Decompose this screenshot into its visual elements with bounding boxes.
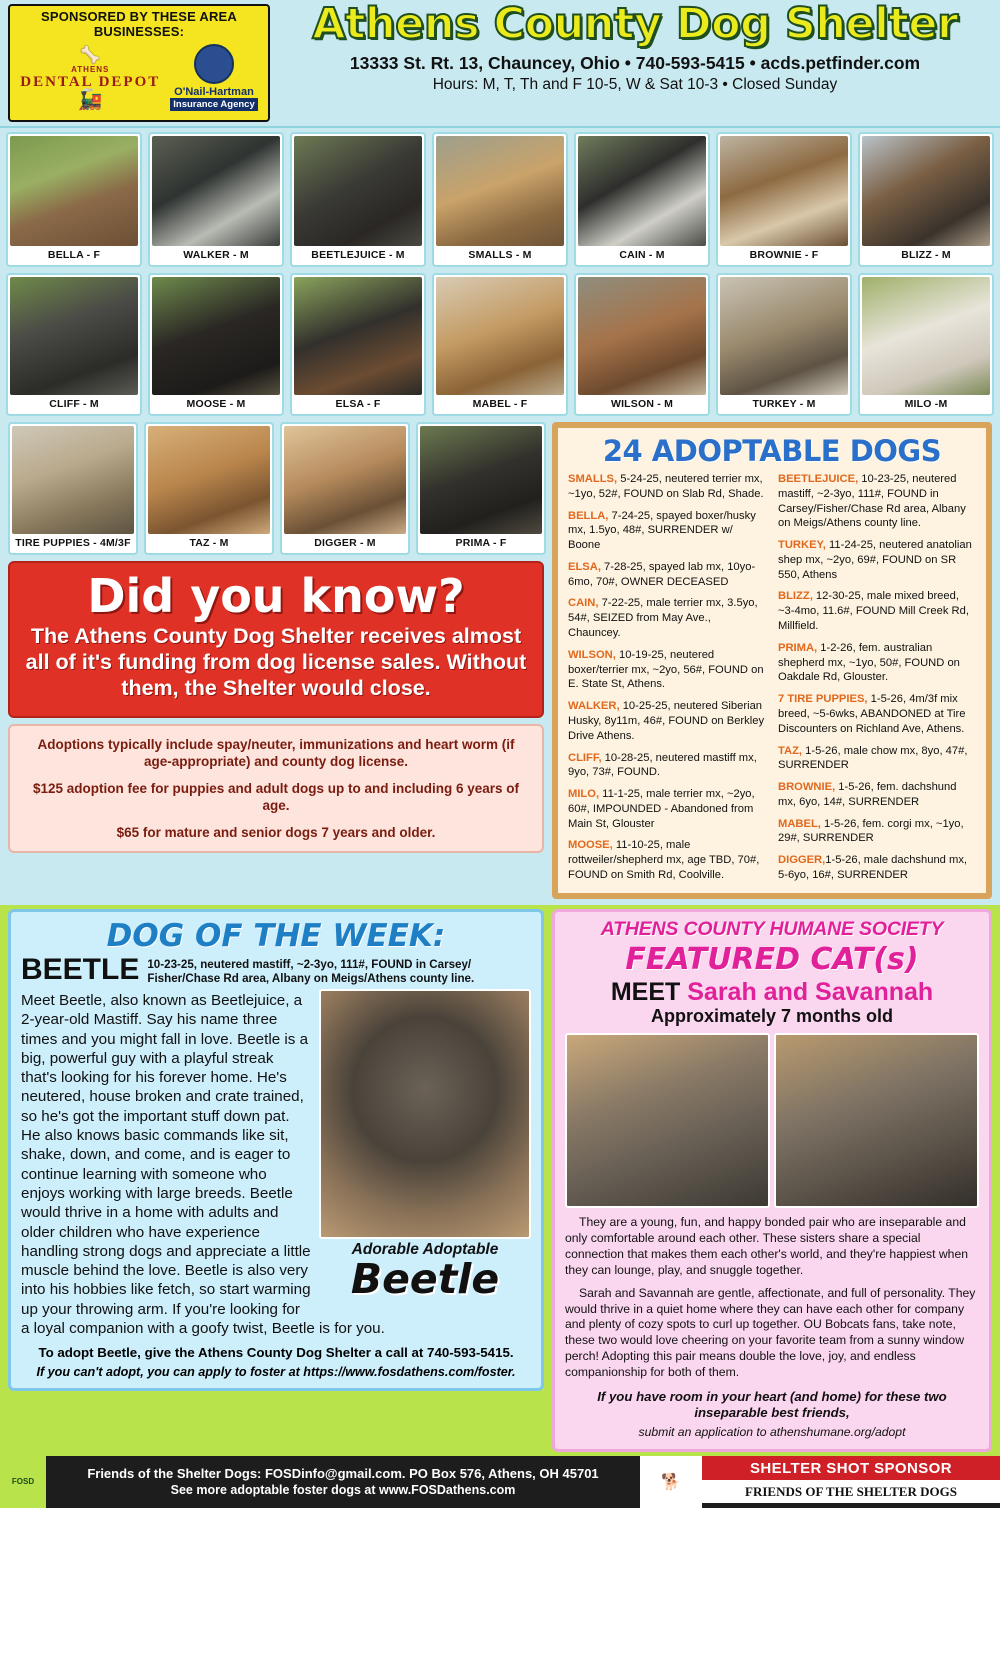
dog-card[interactable] (858, 132, 994, 267)
adoptable-entry (778, 538, 976, 582)
shelter-address: 13333 St. Rt. 13, Chauncey, Ohio • 740-593-5415 • acds.petfinder.com (349, 53, 921, 74)
dog-card[interactable] (148, 273, 284, 416)
did-you-know-box (8, 561, 544, 718)
adoption-fee-box (8, 724, 544, 854)
cats-submit[interactable]: submit an application to athenshumane.org/adopt (638, 1424, 906, 1439)
dog-card[interactable] (716, 132, 852, 267)
adoptable-entry-name: MABEL, (778, 817, 821, 830)
photo-caption-small: Adorable Adoptable (351, 1240, 499, 1258)
adoptable-entry-name: CAIN, (568, 597, 599, 610)
foster-line[interactable]: If you can't adopt, you can apply to foster at https://www.fosdathens.com/foster. (36, 1364, 516, 1379)
cats-paragraph-1: They are a young, fun, and happy bonded pair who are inseparable and only comfortable around each other. These sisters share a special connection that makes them each other's world, and they're happiest when they can lounge, play, and snuggle together. (565, 1215, 969, 1277)
adoptable-entry-detail: 1-5-26, fem. corgi mx, ~1yo, 29#, SURRENDER (778, 817, 964, 845)
dog-of-the-week-panel (8, 909, 544, 1391)
dog-photo (420, 426, 542, 534)
dog-card[interactable] (6, 273, 142, 416)
featured-cats-title: FEATURED CAT(s) (625, 942, 919, 977)
adoptable-column-right (778, 472, 976, 890)
dog-caption: DIGGER - M (314, 537, 376, 549)
adoptable-entry-detail: 1-5-26, fem. dachshund mx, 6yo, 14#, SURRENDER (778, 781, 957, 808)
adoptable-entry (568, 648, 766, 692)
seal-icon (194, 44, 234, 84)
adoptable-entry-detail: 1-5-26, male chow mx, 8yo, 47#, SURRENDER (778, 744, 968, 772)
dog-card[interactable] (6, 132, 142, 267)
adoptable-entry (778, 780, 976, 810)
fosd-logo-text: FOSD (11, 1476, 35, 1486)
dog-of-the-week-photo-wrap (319, 989, 531, 1303)
fee-line-1: Adoptions typically include spay/neuter, immunizations and heart worm (if age-appropriate) and county dog license. (37, 736, 515, 770)
dog-card[interactable] (8, 422, 138, 555)
fee-line-3: $65 for mature and senior dogs 7 years and older. (116, 824, 436, 840)
adoptable-entry (568, 509, 766, 553)
photo-row-3 (8, 422, 544, 555)
sponsor-banner-top: SHELTER SHOT SPONSOR (702, 1456, 1000, 1480)
dog-photo (862, 136, 990, 246)
adoptable-entry-detail: 7-24-25, spayed boxer/husky mx, 1.5yo, 48#, SURRENDER w/ Boone (568, 509, 756, 552)
adoptable-entry (568, 751, 766, 781)
dog-card[interactable] (574, 273, 710, 416)
adoptable-entry-name: MOOSE, (568, 839, 613, 852)
dog-photo (862, 277, 990, 395)
adoptable-entry-detail: 1-5-26, 4m/3f mix breed, ~5-6wks, ABANDONED at Tire Discounters on Richland Ave, Athens. (778, 693, 966, 735)
dog-photo (436, 136, 564, 246)
dog-photo (436, 277, 564, 395)
cats-paragraph-2: Sarah and Savannah are gentle, affectionate, and full of personality. They would thrive in a quiet home where they can have each other for company and plenty of cozy spots to curl up together. OU Bobcats fans, take note, these two would love cheering on your favorite team from a sunny window perch! Adopting this pair means double the love, joy, and endless companionship for both of them. (565, 1285, 976, 1379)
dog-caption: MILO -M (904, 398, 948, 410)
bottom-section (0, 905, 1000, 1456)
dog-card[interactable] (416, 422, 546, 555)
adoptable-entry-name: PRIMA, (778, 641, 818, 654)
dog-of-the-week-footer (21, 1344, 531, 1380)
middle-section (0, 418, 1000, 905)
dog-caption: TIRE PUPPIES - 4M/3F (15, 537, 131, 549)
adoptable-entry-name: SMALLS, (568, 473, 618, 485)
page-footer (0, 1456, 1000, 1508)
dog-caption: SMALLS - M (468, 249, 532, 261)
dog-of-the-week-head (21, 955, 531, 987)
adoptable-entry-name: MILO, (568, 788, 600, 801)
adoptable-entry-detail: 7-22-25, male terrier mx, 3.5yo, 54#, SEIZED from May Ave., Chauncey. (568, 597, 758, 640)
dog-photo (720, 277, 848, 395)
adoptable-dogs-title: 24 ADOPTABLE DOGS (602, 434, 942, 468)
adoptable-entry (568, 560, 766, 590)
did-you-know-body: The Athens County Dog Shelter receives almost all of it's funding from dog license sales. Without them, the Shelter would close. (25, 624, 527, 701)
dog-photo (720, 136, 848, 246)
dental-depot-logo (20, 45, 161, 112)
footer-contact (46, 1456, 640, 1508)
footer-line-2[interactable]: See more adoptable foster dogs at www.FOSDathens.com (170, 1483, 516, 1498)
cat-photo-savannah (774, 1033, 979, 1208)
dog-card[interactable] (280, 422, 410, 555)
adoptable-entry-detail: 5-24-25, neutered terrier mx, ~1yo, 52#, FOUND on Slab Rd, Shade. (568, 473, 764, 500)
adoptable-entry-detail: 10-28-25, neutered mastiff mx, 9yo, 73#, FOUND. (568, 751, 757, 779)
adoptable-entry-name: ELSA, (568, 560, 601, 573)
adoptable-entry (778, 692, 976, 736)
adoptable-entry-detail: 7-28-25, spayed lab mx, 10yo-6mo, 70#, OWNER DECEASED (568, 560, 756, 588)
sponsor-box (8, 4, 270, 122)
dog-card[interactable] (432, 273, 568, 416)
dog-caption: MABEL - F (472, 398, 528, 410)
cats-closing: If you have room in your heart (and home) for these two inseparable best friends, (597, 1388, 947, 1421)
page-title: Athens County Dog Shelter (312, 0, 958, 49)
dog-caption: WALKER - M (183, 249, 249, 261)
adoptable-entry-detail: 11-1-25, male terrier mx, ~2yo, 60#, IMPOUNDED - Abandoned from Main St, Glouster (568, 788, 755, 830)
adoptable-entry (778, 817, 976, 847)
dog-photo (10, 136, 138, 246)
dog-caption: MOOSE - M (186, 398, 246, 410)
adoptable-entry (778, 853, 976, 883)
meet-prefix: MEET (610, 978, 688, 1006)
dog-card[interactable] (432, 132, 568, 267)
adoptable-entry-name: CLIFF, (568, 751, 602, 764)
footer-line-1: Friends of the Shelter Dogs: FOSDinfo@gmail.com. PO Box 576, Athens, OH 45701 (87, 1466, 599, 1482)
dog-of-the-week-photo (319, 989, 531, 1239)
masthead (278, 2, 992, 94)
adoptable-entry-detail: 12-30-25, male mixed breed, ~3-4mo, 11.6#, FOUND Mill Creek Rd, Millfield. (778, 590, 969, 633)
middle-right-column (552, 422, 992, 899)
adoptable-entry-name: 7 TIRE PUPPIES, (778, 693, 868, 706)
featured-cats-panel (552, 909, 992, 1452)
dog-photo (284, 426, 406, 534)
photo-row-1 (6, 132, 994, 267)
adoptable-entry (778, 589, 976, 633)
dog-caption: BROWNIE - F (749, 249, 819, 261)
dental-depot-logo-name: DENTAL DEPOT (20, 74, 161, 91)
cats-age: Approximately 7 months old (650, 1006, 894, 1027)
dog-card[interactable] (290, 132, 426, 267)
cat-photos (565, 1033, 979, 1208)
adoptable-entry (778, 744, 976, 774)
shelter-shot-sponsor (702, 1456, 1000, 1508)
dog-of-the-week-name: BEETLE (21, 953, 140, 986)
adoptable-entry (568, 699, 766, 743)
dog-card[interactable] (290, 273, 426, 416)
adoptable-entry-detail: 11-24-25, neutered anatolian shep mx, ~2yo, 69#, FOUND on SR 550, Athens (778, 539, 972, 581)
dog-photo (152, 136, 280, 246)
adoptable-entry-name: BLIZZ, (778, 590, 813, 603)
dog-of-the-week-header: DOG OF THE WEEK: (106, 918, 446, 954)
sponsor-banner-bottom: FRIENDS OF THE SHELTER DOGS (702, 1480, 1000, 1503)
dog-caption: CAIN - M (619, 249, 665, 261)
middle-left-column (8, 422, 544, 853)
adoptable-entry (568, 472, 766, 502)
dog-photo (578, 136, 706, 246)
dog-icon: 🐕 (640, 1456, 702, 1508)
onail-hartman-name: O'Nail-Hartman (174, 85, 254, 98)
dog-caption: TURKEY - M (752, 398, 816, 410)
did-you-know-heading: Did you know? (87, 569, 465, 623)
adoptable-entry-detail: 10-25-25, neutered Siberian Husky, 8y11m, 46#, FOUND on Berkley Drive Athens. (568, 700, 765, 742)
adoptable-entry-detail: 1-5-26, male dachshund mx, 5-6yo, 16#, SURRENDER (778, 854, 968, 881)
adoptable-entry-name: TURKEY, (778, 539, 826, 552)
photo-caption-large: Beetle (350, 1254, 500, 1303)
photo-grid-band-1 (0, 128, 1000, 269)
adoptable-entry (568, 596, 766, 640)
adoptable-column-left (568, 472, 766, 890)
cat-names: Sarah and Savannah (687, 978, 934, 1006)
adoptable-dogs-panel (552, 422, 992, 899)
onail-hartman-sub: Insurance Agency (170, 98, 257, 111)
dog-photo (294, 136, 422, 246)
dog-caption: BEETLEJUICE - M (311, 249, 405, 261)
dog-card[interactable] (716, 273, 852, 416)
dog-photo (12, 426, 134, 534)
top-banner (0, 0, 1000, 128)
dog-photo (294, 277, 422, 395)
adoptable-entry (568, 787, 766, 831)
train-icon: 🚂 (77, 89, 103, 112)
dog-card[interactable] (574, 132, 710, 267)
adoptable-entry-name: BEETLEJUICE, (778, 473, 859, 485)
dog-photo (578, 277, 706, 395)
sponsor-title: SPONSORED BY THESE AREA BUSINESSES: (40, 9, 238, 39)
fosd-logo (0, 1456, 46, 1508)
dog-caption: WILSON - M (610, 398, 674, 410)
photo-row-2 (6, 273, 994, 416)
dog-caption: PRIMA - F (455, 537, 507, 549)
adoptable-entry (778, 641, 976, 685)
fee-line-2: $125 adoption fee for puppies and adult dogs up to and including 6 years of age. (32, 780, 520, 814)
humane-society-name: ATHENS COUNTY HUMANE SOCIETY (600, 918, 944, 940)
dog-caption: CLIFF - M (49, 398, 99, 410)
adoptable-entry-name: WILSON, (568, 648, 616, 661)
adoptable-entry-name: BELLA, (568, 509, 609, 522)
footer-sponsor-area (640, 1456, 1000, 1508)
dog-caption: ELSA - F (335, 398, 381, 410)
dog-of-the-week-meta: 10-23-25, neutered mastiff, ~2-3yo, 111#, FOUND in Carsey/ Fisher/Chase Rd area, Albany on Meigs/Athens county line. (147, 958, 475, 986)
dog-photo (10, 277, 138, 395)
adopt-call-line: To adopt Beetle, give the Athens County Dog Shelter a call at 740-593-5415. (38, 1345, 514, 1361)
shelter-hours: Hours: M, T, Th and F 10-5, W & Sat 10-3 • Closed Sunday (432, 76, 838, 94)
dog-of-the-week-body: Meet Beetle, also known as Beetlejuice, a 2-year-old Mastiff. Say his name three times and you might fall in love. Beetle is a big, powerful guy with a playful streak that's looking for his forever home. He's neutered, house broken and crate trained, so he's got the important stuff down pat. He also knows basic commands like sit, shake, down, and come, and is eager to continue learning with someone who enjoys working with large breeds. Beetle would thrive in a home with adults and older children who have experience handling strong dogs and appreciate a little muscle behind the love. Beetle is also very into his hobbies like fetch, so start warming up your throwing arm. If you're looking for a loyal companion with a goofy twist, Beetle is for you. (21, 991, 385, 1338)
onail-hartman-logo (170, 44, 257, 111)
dog-photo (148, 426, 270, 534)
adoptable-entry-detail: 10-23-25, neutered mastiff, ~2-3yo, 111#, FOUND in Carsey/Fisher/Chase Rd area, Albany on Meigs/Athens county line. (778, 473, 966, 530)
sponsor-logos (10, 44, 268, 111)
adoptable-entry-detail: 11-10-25, male rottweiler/shepherd mx, age TBD, 70#, FOUND on Smith Rd, Coolville. (568, 839, 760, 881)
dental-depot-logo-top: ATHENS (71, 65, 110, 75)
adoptable-entry-detail: 10-19-25, neutered boxer/terrier mx, ~2yo, 56#, FOUND on E. State St, Athens. (568, 648, 764, 691)
adoptable-entry-name: WALKER, (568, 700, 620, 713)
bone-icon: 🦴 (80, 47, 101, 65)
dog-card[interactable] (148, 132, 284, 267)
dog-caption: BLIZZ - M (901, 249, 951, 261)
photo-grid-band-2 (0, 269, 1000, 418)
adoptable-dogs-columns (568, 472, 976, 890)
dog-card[interactable] (144, 422, 274, 555)
adoptable-entry-detail: 1-2-26, fem. australian shepherd mx, ~1yo, 50#, FOUND on Oakdale Rd, Glouster. (778, 641, 960, 684)
adoptable-entry (778, 472, 976, 531)
dog-photo (152, 277, 280, 395)
dog-caption: TAZ - M (189, 537, 229, 549)
dog-card[interactable] (858, 273, 994, 416)
cat-photo-sarah (565, 1033, 770, 1208)
adoptable-entry-name: BROWNIE, (778, 781, 836, 794)
dog-caption: BELLA - F (47, 249, 101, 261)
adoptable-entry (568, 838, 766, 882)
adoptable-entry-name: TAZ, (778, 744, 803, 757)
adoptable-entry-name: DIGGER, (778, 854, 826, 867)
cats-meet-line (565, 979, 979, 1005)
